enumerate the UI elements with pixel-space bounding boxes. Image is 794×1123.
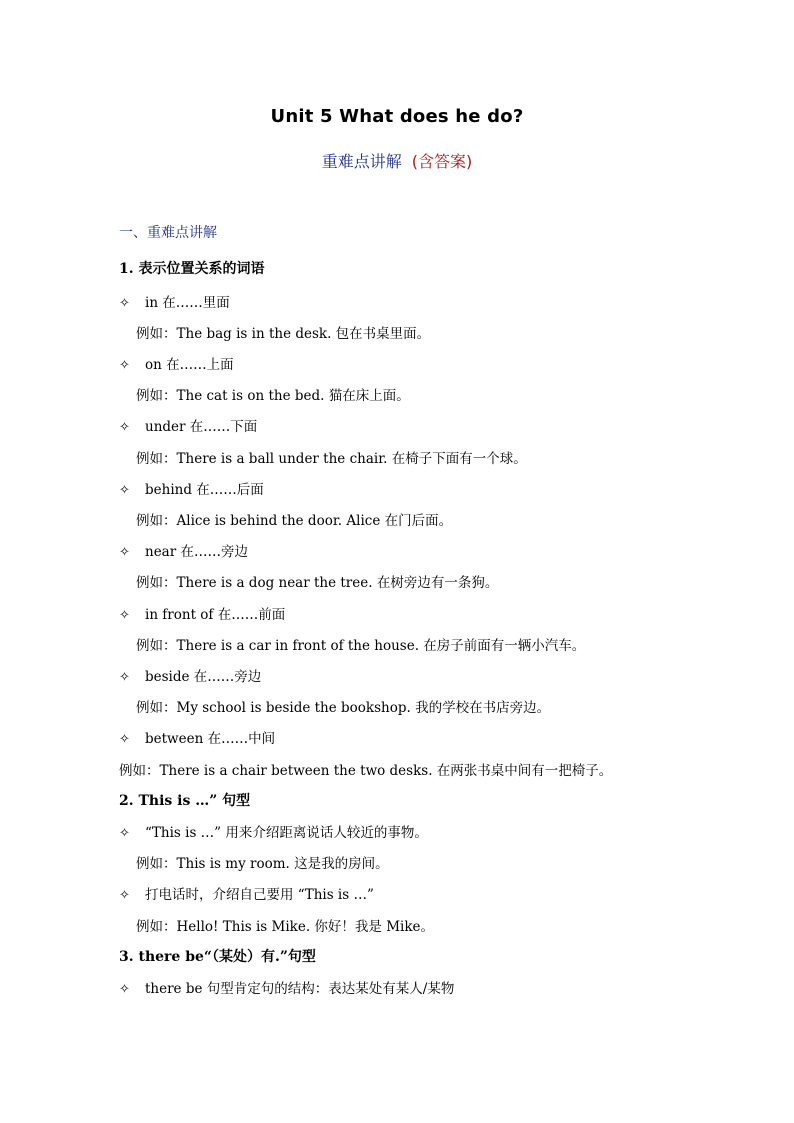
diamond-star-icon: ✧ (119, 982, 130, 997)
list-item-term: “This is …” 用来介绍距离说话人较近的事物。 (145, 825, 428, 841)
list-item-term: under 在……下面 (145, 419, 258, 435)
diamond-star-icon: ✧ (119, 670, 130, 685)
heading-this-is-pattern: 2. This is …” 句型 (119, 793, 251, 809)
example-sentence: 例如：Alice is behind the door. Alice 在门后面。 (136, 513, 453, 529)
diamond-star-icon: ✧ (119, 608, 130, 623)
example-sentence: 例如：There is a dog near the tree. 在树旁边有一条狗。 (136, 575, 499, 591)
list-item (119, 883, 374, 903)
document-title: Unit 5 What does he do? (270, 106, 524, 127)
list-item-term: 打电话时，介绍自己要用 “This is …” (145, 887, 374, 903)
list-item (119, 478, 264, 498)
list-item (119, 353, 234, 373)
example-sentence: 例如：My school is beside the bookshop. 我的学校在书店旁边。 (136, 700, 551, 716)
diamond-star-icon: ✧ (119, 545, 130, 560)
example-sentence: 例如：There is a car in front of the house. 在房子前面有一辆小汽车。 (136, 638, 586, 654)
list-item (119, 665, 261, 685)
list-item (119, 821, 428, 841)
example-sentence: 例如：Hello! This is Mike. 你好！我是 Mike。 (136, 919, 435, 935)
list-item (119, 291, 230, 311)
list-item-term: between 在……中间 (145, 731, 276, 747)
diamond-star-icon: ✧ (119, 732, 130, 747)
subtitle-main: 重难点讲解 (321, 152, 402, 171)
list-item-term: beside 在……旁边 (145, 669, 262, 685)
list-item-term: in front of 在……前面 (145, 607, 286, 623)
diamond-star-icon: ✧ (119, 826, 130, 841)
list-item-term: there be 句型肯定句的结构：表达某处有某人/某物 (145, 981, 455, 997)
diamond-star-icon: ✧ (119, 483, 130, 498)
list-item-term: in 在……里面 (145, 295, 230, 311)
example-sentence: 例如：The cat is on the bed. 猫在床上面。 (136, 388, 410, 404)
example-sentence: 例如：This is my room. 这是我的房间。 (136, 856, 389, 872)
subtitle-answer-note: (含答案) (411, 152, 473, 171)
list-item (119, 727, 275, 747)
document-subtitle (0, 149, 794, 172)
list-item (119, 977, 454, 997)
example-sentence: 例如：There is a ball under the chair. 在椅子下面有一个球。 (136, 451, 527, 467)
section-heading-one: 一、重难点讲解 (119, 225, 217, 241)
list-item-term: on 在……上面 (145, 357, 234, 373)
diamond-star-icon: ✧ (119, 296, 130, 311)
list-item (119, 540, 248, 560)
diamond-star-icon: ✧ (119, 358, 130, 373)
example-sentence: 例如：There is a chair between the two desks. 在两张书桌中间有一把椅子。 (119, 763, 613, 779)
diamond-star-icon: ✧ (119, 888, 130, 903)
diamond-star-icon: ✧ (119, 420, 130, 435)
heading-there-be-pattern: 3. there be“（某处）有.”句型 (119, 949, 316, 965)
list-item (119, 603, 285, 623)
list-item-term: near 在……旁边 (145, 544, 248, 560)
list-item-term: behind 在……后面 (145, 482, 264, 498)
heading-position-words: 1. 表示位置关系的词语 (119, 261, 265, 277)
example-sentence: 例如：The bag is in the desk. 包在书桌里面。 (136, 326, 431, 342)
list-item (119, 415, 257, 435)
